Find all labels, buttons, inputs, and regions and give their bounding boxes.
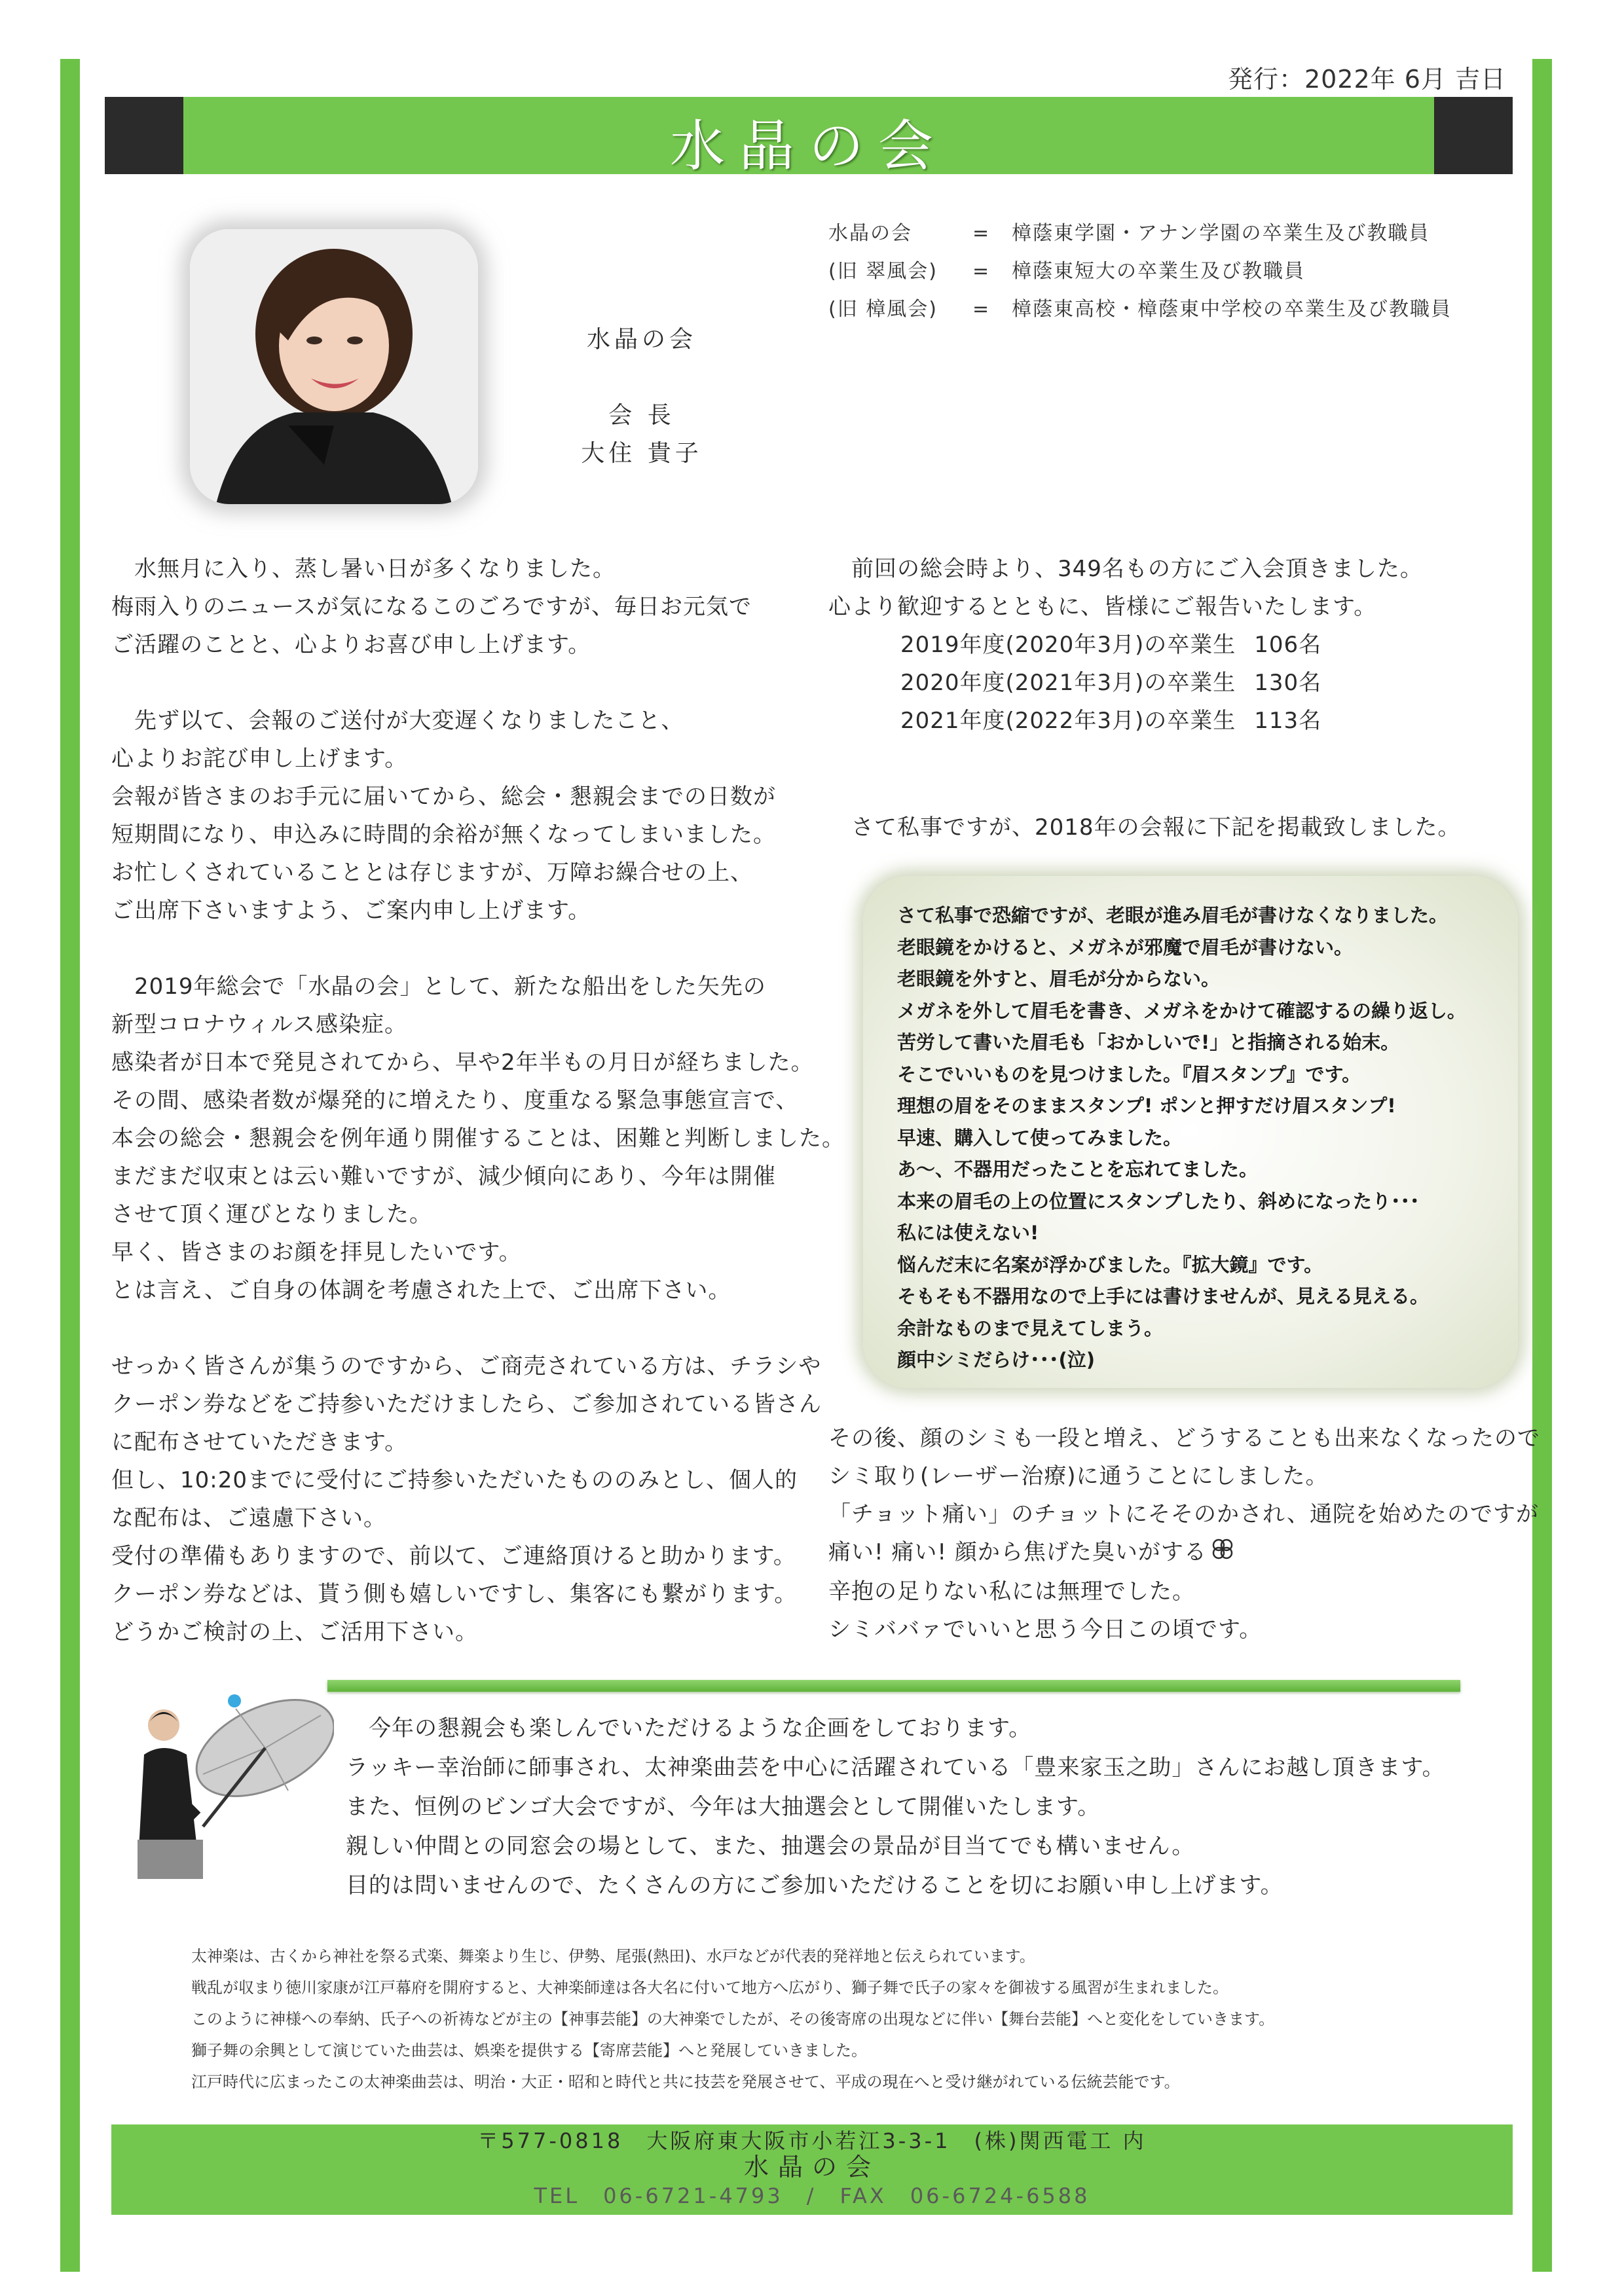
graduate-list — [900, 626, 1522, 740]
memo-line: メガネを外して眉毛を書き、メガネをかけて確認するの繰り返し。 — [897, 999, 1466, 1022]
note-line: このように神様への奉納、氏子への祈祷などが主の【神事芸能】の大神楽でしたが、その後寄席の出現などに伴い【舞台芸能】へと変化をしていきます。 — [191, 2010, 1275, 2028]
definition-key: (旧 樟風会) — [828, 298, 938, 321]
greeting-line: お忙しくされていることとは存じますが、万障お繰合せの上、 — [111, 860, 753, 886]
note-line: 獅子舞の余興として演じていた曲芸は、娯楽を提供する【寄席芸能】へと発展していきました。 — [191, 2041, 867, 2060]
memo-line: 私には使えない! — [897, 1222, 1039, 1244]
memo-intro — [828, 809, 1461, 847]
memo-lines — [897, 900, 1466, 1376]
footer-contact: TEL 06-6721-4793 / FAX 06-6724-6588 — [534, 2183, 1090, 2208]
greeting-line: 新型コロナウィルス感染症。 — [111, 1011, 407, 1038]
president-assoc: 水晶の会 — [586, 326, 697, 353]
party-line: 目的は問いませんので、たくさんの方にご参加いただけることを切にお願い申し上げます。 — [346, 1872, 1283, 1899]
greeting-line: まだまだ収束とは云い難いですが、減少傾向にあり、今年は開催 — [111, 1163, 776, 1190]
graduate-year: 2020年度(2021年3月)の卒業生 — [900, 670, 1236, 696]
afterword-line: その後、顔のシミも一段と増え、どうすることも出来なくなったので — [828, 1425, 1541, 1451]
greeting-line: 本会の総会・懇親会を例年通り開催することは、困難と判断しました。 — [111, 1125, 845, 1152]
graduate-count: 130名 — [1254, 670, 1322, 696]
greeting-line: とは言え、ご自身の体調を考慮された上で、ご出席下さい。 — [111, 1277, 731, 1303]
greeting-line: 心よりお詫び申し上げます。 — [111, 746, 408, 772]
memo-line: 余計なものまで見えてしまう。 — [897, 1317, 1164, 1339]
greeting-line — [111, 1309, 825, 1347]
graduate-year: 2021年度(2022年3月)の卒業生 — [900, 708, 1236, 734]
greeting-line: させて頂く運びとなりました。 — [111, 1201, 432, 1228]
memo-line: あ～、不器用だったことを忘れてました。 — [897, 1158, 1259, 1180]
member-report — [828, 550, 1522, 740]
definition-eq: = — [972, 298, 991, 321]
memo-line: 本来の眉毛の上の位置にスタンプしたり、斜めになったり･･･ — [897, 1190, 1420, 1212]
greeting-line: 会報が皆さまのお手元に届いてから、総会・懇親会までの日数が — [111, 784, 776, 810]
memo-intro-line: さて私事ですが、2018年の会報に下記を掲載致しました。 — [828, 814, 1461, 841]
greeting-line: 感染者が日本で発見されてから、早や2年半もの月日が経ちました。 — [111, 1049, 814, 1076]
greeting-line: 受付の準備もありますので、前以て、ご連絡頂けると助かります。 — [111, 1543, 796, 1569]
daikagura-note — [191, 1941, 1274, 2098]
issue-date: 発行：2022年 6月 吉日 — [1227, 65, 1506, 94]
graduate-row — [900, 626, 1522, 664]
footer-address: 〒577-0818 大阪府東大阪市小若江3-3-1 (株)関西電工 内 — [477, 2128, 1147, 2153]
afterword-line: シミババァでいいと思う今日この頃です。 — [828, 1616, 1263, 1643]
memo-line: そもそも不器用なので上手には書けませんが、見える見える。 — [897, 1285, 1430, 1307]
page-title: 水晶の会 — [669, 114, 948, 178]
memo-line: 苦労して書いた眉毛も「おかしいで!」と指摘される始末。 — [897, 1031, 1400, 1053]
memo-line: 老眼鏡をかけると、メガネが邪魔で眉毛が書けない。 — [897, 936, 1354, 958]
afterword — [828, 1419, 1540, 1649]
portrait-photo — [190, 229, 478, 504]
graduate-count: 113名 — [1254, 708, 1322, 734]
graduate-row — [900, 664, 1522, 702]
greeting-line — [111, 930, 825, 968]
greeting-line: 早く、皆さまのお顔を拝見したいです。 — [111, 1239, 522, 1266]
definition-key: 水晶の会 — [828, 222, 912, 245]
memo-line: 顔中シミだらけ･･･(泣) — [897, 1349, 1096, 1371]
greeting-line: な配布は、ご遠慮下さい。 — [111, 1505, 386, 1531]
party-line: また、恒例のビンゴ大会ですが、今年は大抽選会として開催いたします。 — [346, 1794, 1101, 1820]
greeting-line: どうかご検討の上、ご活用下さい。 — [111, 1619, 478, 1645]
greeting-line: に配布させていただきます。 — [111, 1429, 408, 1455]
president-name: 大住 貴子 — [581, 440, 703, 467]
greeting-line: ご出席下さいますよう、ご案内申し上げます。 — [111, 898, 591, 924]
report-line: 前回の総会時より、349名もの方にご入会頂きました。 — [828, 556, 1423, 582]
definition-value: 樟蔭東短大の卒業生及び教職員 — [1012, 260, 1305, 283]
definitions — [828, 215, 1452, 329]
definition-value: 樟蔭東学園・アナン学園の卒業生及び教職員 — [1012, 222, 1430, 245]
party-info — [346, 1709, 1445, 1905]
greeting-line: ご活躍のことと、心よりお喜び申し上げます。 — [111, 632, 591, 658]
afterword-line: 辛抱の足りない私には無理でした。 — [828, 1578, 1195, 1605]
definition-row — [828, 215, 1452, 253]
report-line: 心より歓迎するとともに、皆様にご報告いたします。 — [828, 594, 1377, 620]
definition-row — [828, 253, 1452, 291]
greeting-line — [111, 664, 825, 702]
greeting-line: 2019年総会で「水晶の会」として、新たな船出をした矢先の — [111, 974, 766, 1000]
footer — [111, 2124, 1513, 2215]
footer-org-name: 水晶の会 — [743, 2153, 880, 2181]
party-line: 今年の懇親会も楽しんでいただけるような企画をしております。 — [346, 1715, 1032, 1741]
memo-line: 悩んだ末に名案が浮かびました。『拡大鏡』です。 — [897, 1253, 1323, 1276]
greeting-line: 梅雨入りのニュースが気になるこのごろですが、毎日お元気で — [111, 594, 752, 620]
definition-row — [828, 291, 1452, 329]
note-line: 太神楽は、古くから神社を祭る式楽、舞楽より生じ、伊勢、尾張(熱田)、水戸などが代表的発祥地と伝えられています。 — [191, 1947, 1035, 1965]
memo-line: 理想の眉をそのままスタンプ! ポンと押すだけ眉スタンプ! — [897, 1095, 1396, 1117]
party-line: ラッキー幸治師に師事され、太神楽曲芸を中心に活躍されている「豊来家玉之助」さんにお越し頂きます。 — [346, 1755, 1445, 1781]
memo-line: そこでいいものを見つけました。『眉スタンプ』です。 — [897, 1063, 1361, 1085]
afterword-text: 痛い! 痛い! 顔から焦げた臭いがする — [828, 1539, 1207, 1565]
flower-icon — [1211, 1535, 1234, 1573]
memo-line: さて私事で恐縮ですが、老眼が進み眉毛が書けなくなりました。 — [897, 904, 1449, 926]
president-block — [537, 321, 747, 473]
greeting-line: クーポン券などをご持参いただけましたら、ご参加されている皆さん — [111, 1391, 822, 1417]
memo-box — [863, 876, 1518, 1388]
greeting-line: その間、感染者数が爆発的に増えたり、度重なる緊急事態宣言で、 — [111, 1087, 799, 1114]
afterword-line: 「チョット痛い」のチョットにそそのかされ、通院を始めたのですが — [828, 1501, 1539, 1527]
performer-umbrella-photo — [124, 1676, 334, 1892]
afterword-line — [828, 1533, 1540, 1573]
definition-value: 樟蔭東高校・樟蔭東中学校の卒業生及び教職員 — [1012, 298, 1452, 321]
greeting-line: 但し、10:20までに受付にご持参いただいたもののみとし、個人的 — [111, 1467, 798, 1493]
left-frame-bar — [60, 59, 80, 2272]
greeting-line: クーポン券などは、貰う側も嬉しいですし、集客にも繋がります。 — [111, 1581, 798, 1607]
section-divider — [327, 1680, 1460, 1692]
memo-line: 老眼鏡を外すと、眉毛が分からない。 — [897, 968, 1221, 990]
president-role: 会 長 — [608, 402, 675, 429]
definition-key: (旧 翠風会) — [828, 260, 938, 283]
afterword-line: シミ取り(レーザー治療)に通うことにしました。 — [828, 1463, 1329, 1489]
title-band — [105, 97, 1513, 178]
graduate-year: 2019年度(2020年3月)の卒業生 — [900, 632, 1236, 658]
greeting-line: 先ず以て、会報のご送付が大変遅くなりましたこと、 — [111, 708, 684, 734]
graduate-count: 106名 — [1254, 632, 1322, 658]
note-line: 江戸時代に広まったこの太神楽曲芸は、明治・大正・昭和と時代と共に技芸を発展させて、平成の現在へと受け継がれている伝統芸能です。 — [191, 2073, 1180, 2091]
memo-line: 早速、購入して使ってみました。 — [897, 1126, 1183, 1149]
greeting-line: 短期間になり、申込みに時間的余裕が無くなってしまいました。 — [111, 822, 776, 848]
definition-eq: = — [972, 260, 991, 283]
note-line: 戦乱が収まり徳川家康が江戸幕府を開府すると、大神楽師達は各大名に付いて地方へ広がり、獅子舞で氏子の家々を御祓する風習が生まれました。 — [191, 1978, 1228, 1997]
definition-eq: = — [972, 222, 991, 245]
greeting-column — [111, 550, 845, 1651]
greeting-line: せっかく皆さんが集うのですから、ご商売されている方は、チラシや — [111, 1353, 822, 1379]
graduate-row — [900, 702, 1522, 740]
greeting-line: 水無月に入り、蒸し暑い日が多くなりました。 — [111, 556, 616, 582]
right-frame-bar — [1532, 59, 1552, 2272]
party-line: 親しい仲間との同窓会の場として、また、抽選会の景品が目当てでも構いません。 — [346, 1833, 1195, 1859]
